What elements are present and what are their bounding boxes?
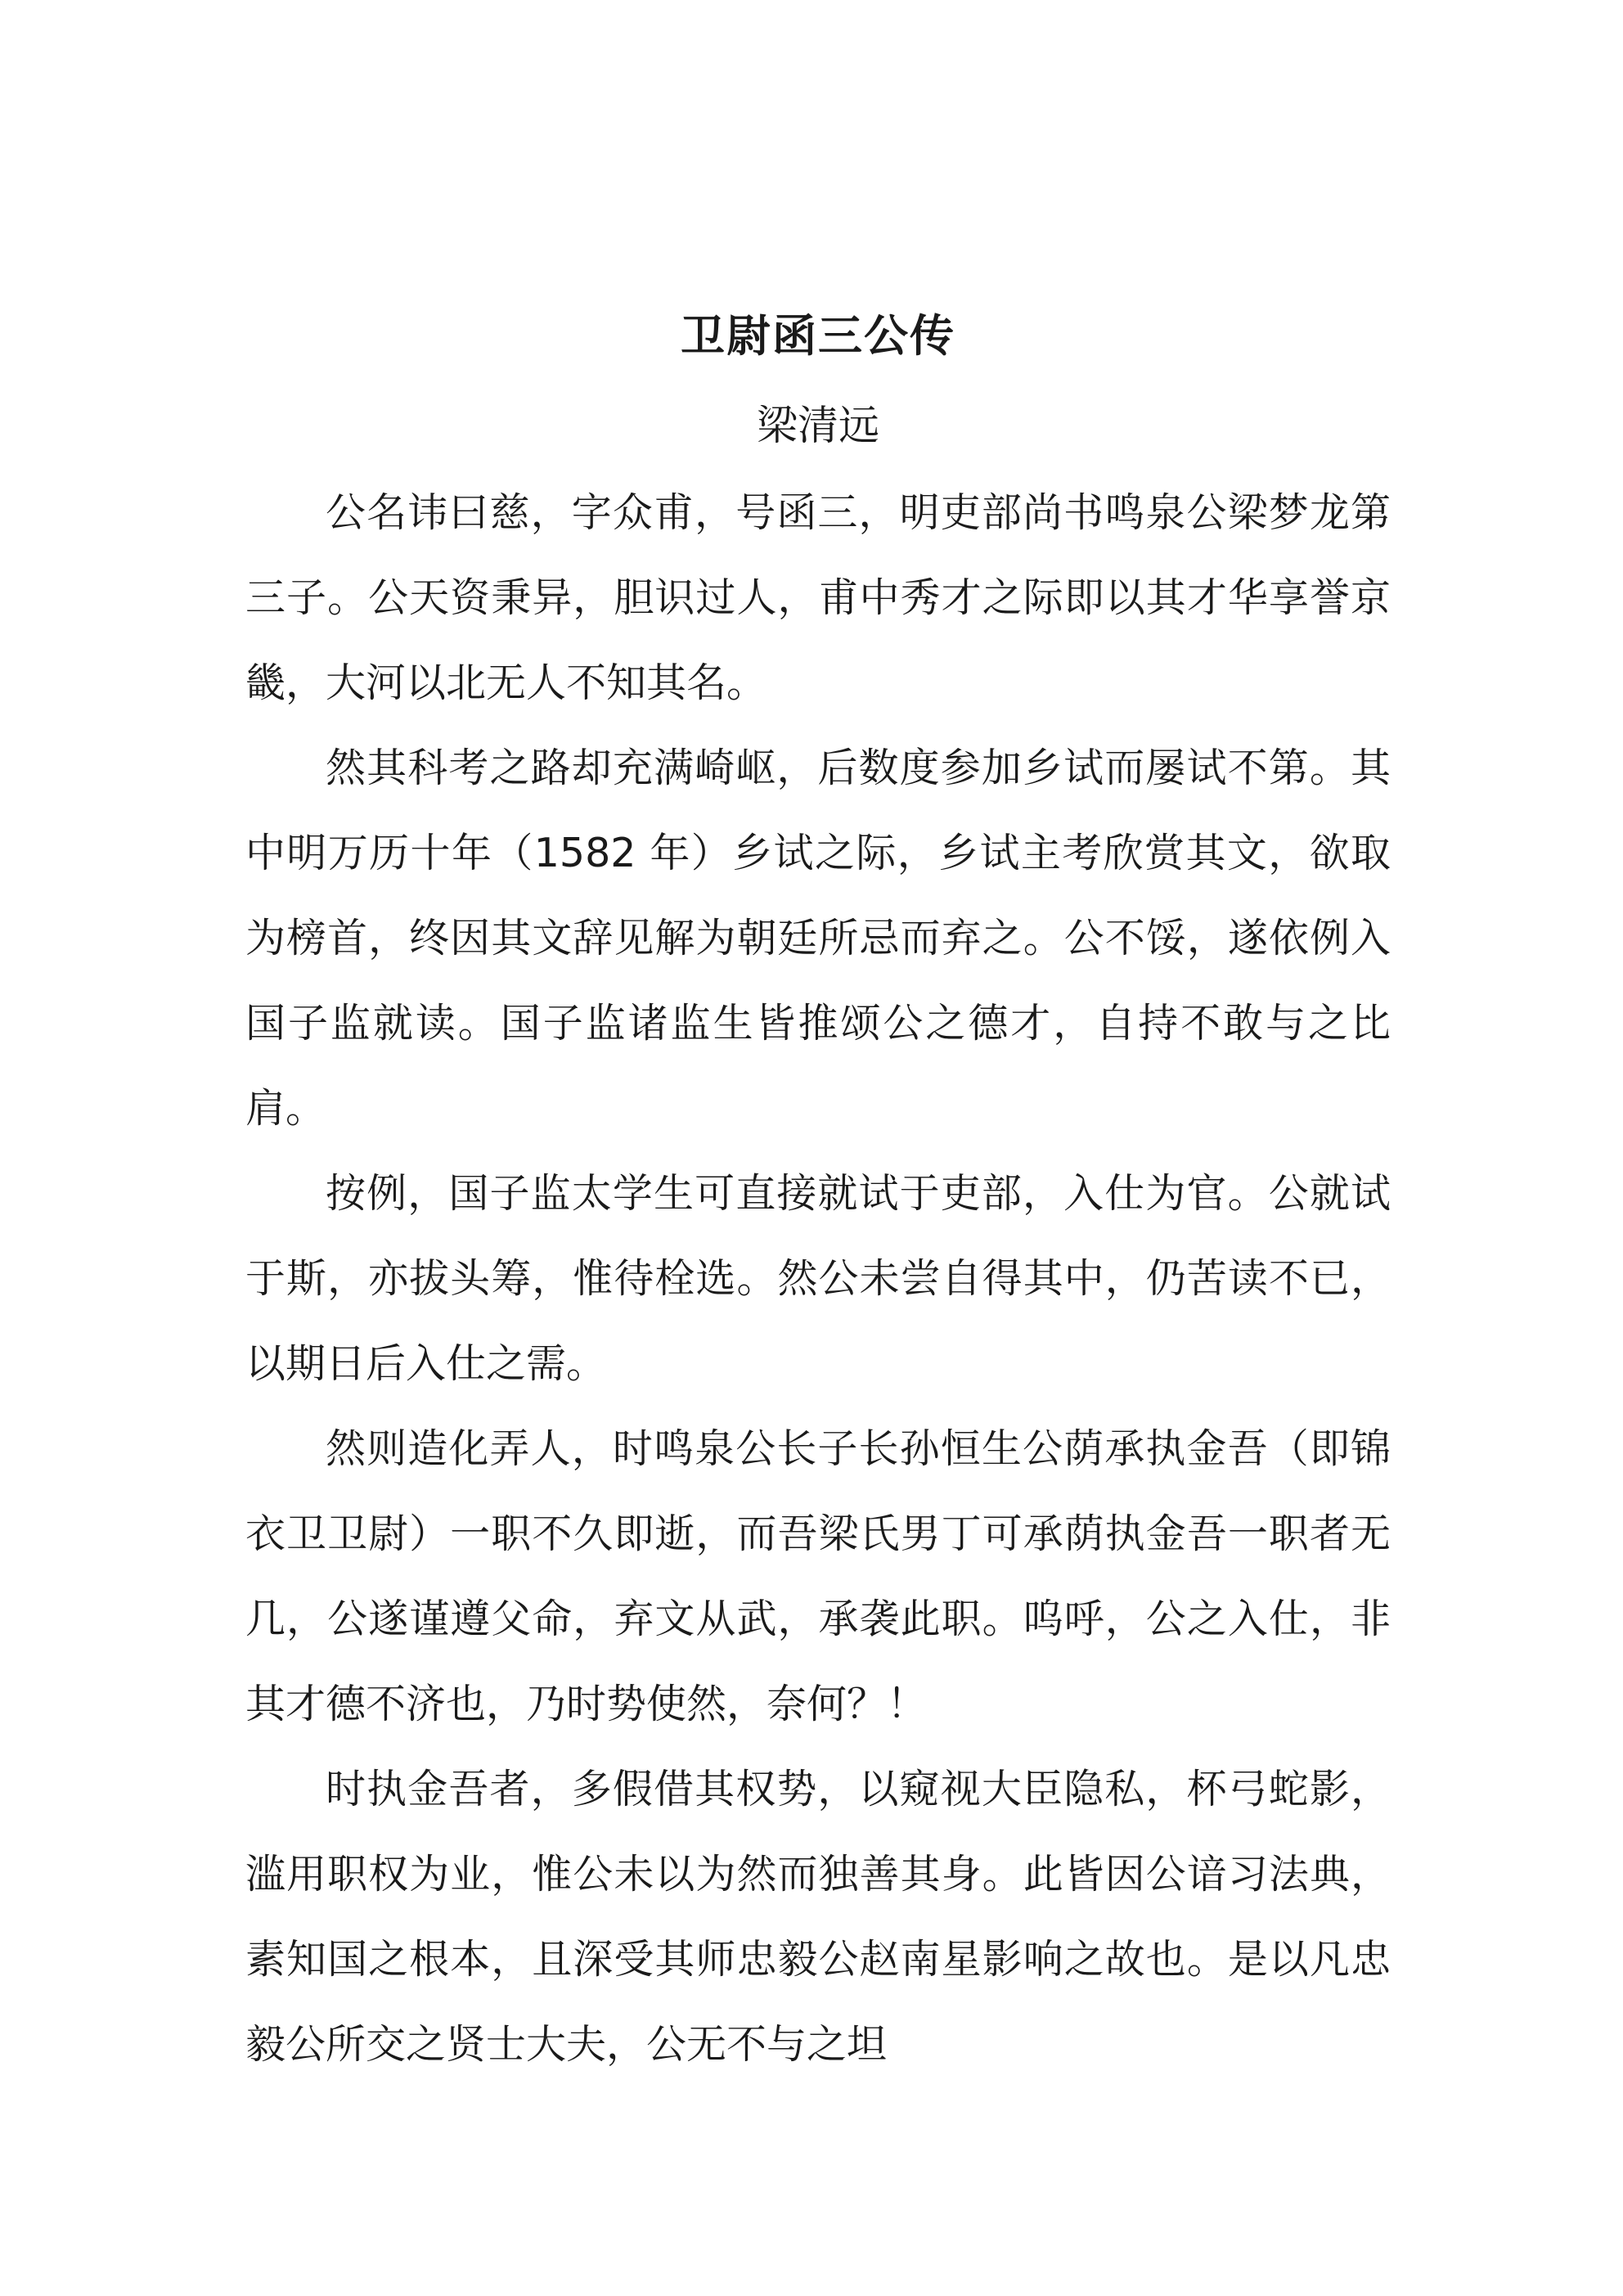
paragraph-3: 按例，国子监太学生可直接就试于吏部，入仕为官。公就试于斯，亦拔头筹，惟待栓选。然公未尝自得其中，仍苦读不已，以期日后入仕之需。 (245, 1170, 1391, 1387)
document-page (245, 290, 1391, 2087)
document-author: 梁清远 (757, 402, 879, 449)
paragraph-4: 然则造化弄人，时鸣泉公长子长孙恒生公荫承执金吾（即锦衣卫卫尉）一职不久即逝，而吾梁氏男丁可承荫执金吾一职者无几，公遂谨遵父命，弃文从武，承袭此职。呜呼，公之入仕，非其才德不济也，乃时势使然，奈何？！ (245, 1425, 1391, 1727)
paragraph-1: 公名讳曰慈，字众甫，号函三，明吏部尚书鸣泉公梁梦龙第三子。公天资秉异，胆识过人，甫中秀才之际即以其才华享誉京畿，大河以北无人不知其名。 (245, 489, 1391, 706)
paragraph-5: 时执金吾者，多假借其权势，以窥视大臣隐私，杯弓蛇影，滥用职权为业，惟公未以为然而独善其身。此皆因公谙习法典，素知国之根本，且深受其师忠毅公赵南星影响之故也。是以凡忠毅公所交之贤士大夫，公无不与之坦 (245, 1766, 1391, 2068)
paragraph-2: 然其科考之路却充满崎岖，后数度参加乡试而屡试不第。其中明万历十年（1582 年）乡试之际，乡试主考欣赏其文，欲取为榜首，终因其文辞见解为朝廷所忌而弃之。公不馁，遂依例入国子监就读。国子监诸监生皆推颂公之德才，自持不敢与之比肩。 (245, 745, 1391, 1132)
document-title: 卫尉函三公传 (681, 309, 955, 362)
